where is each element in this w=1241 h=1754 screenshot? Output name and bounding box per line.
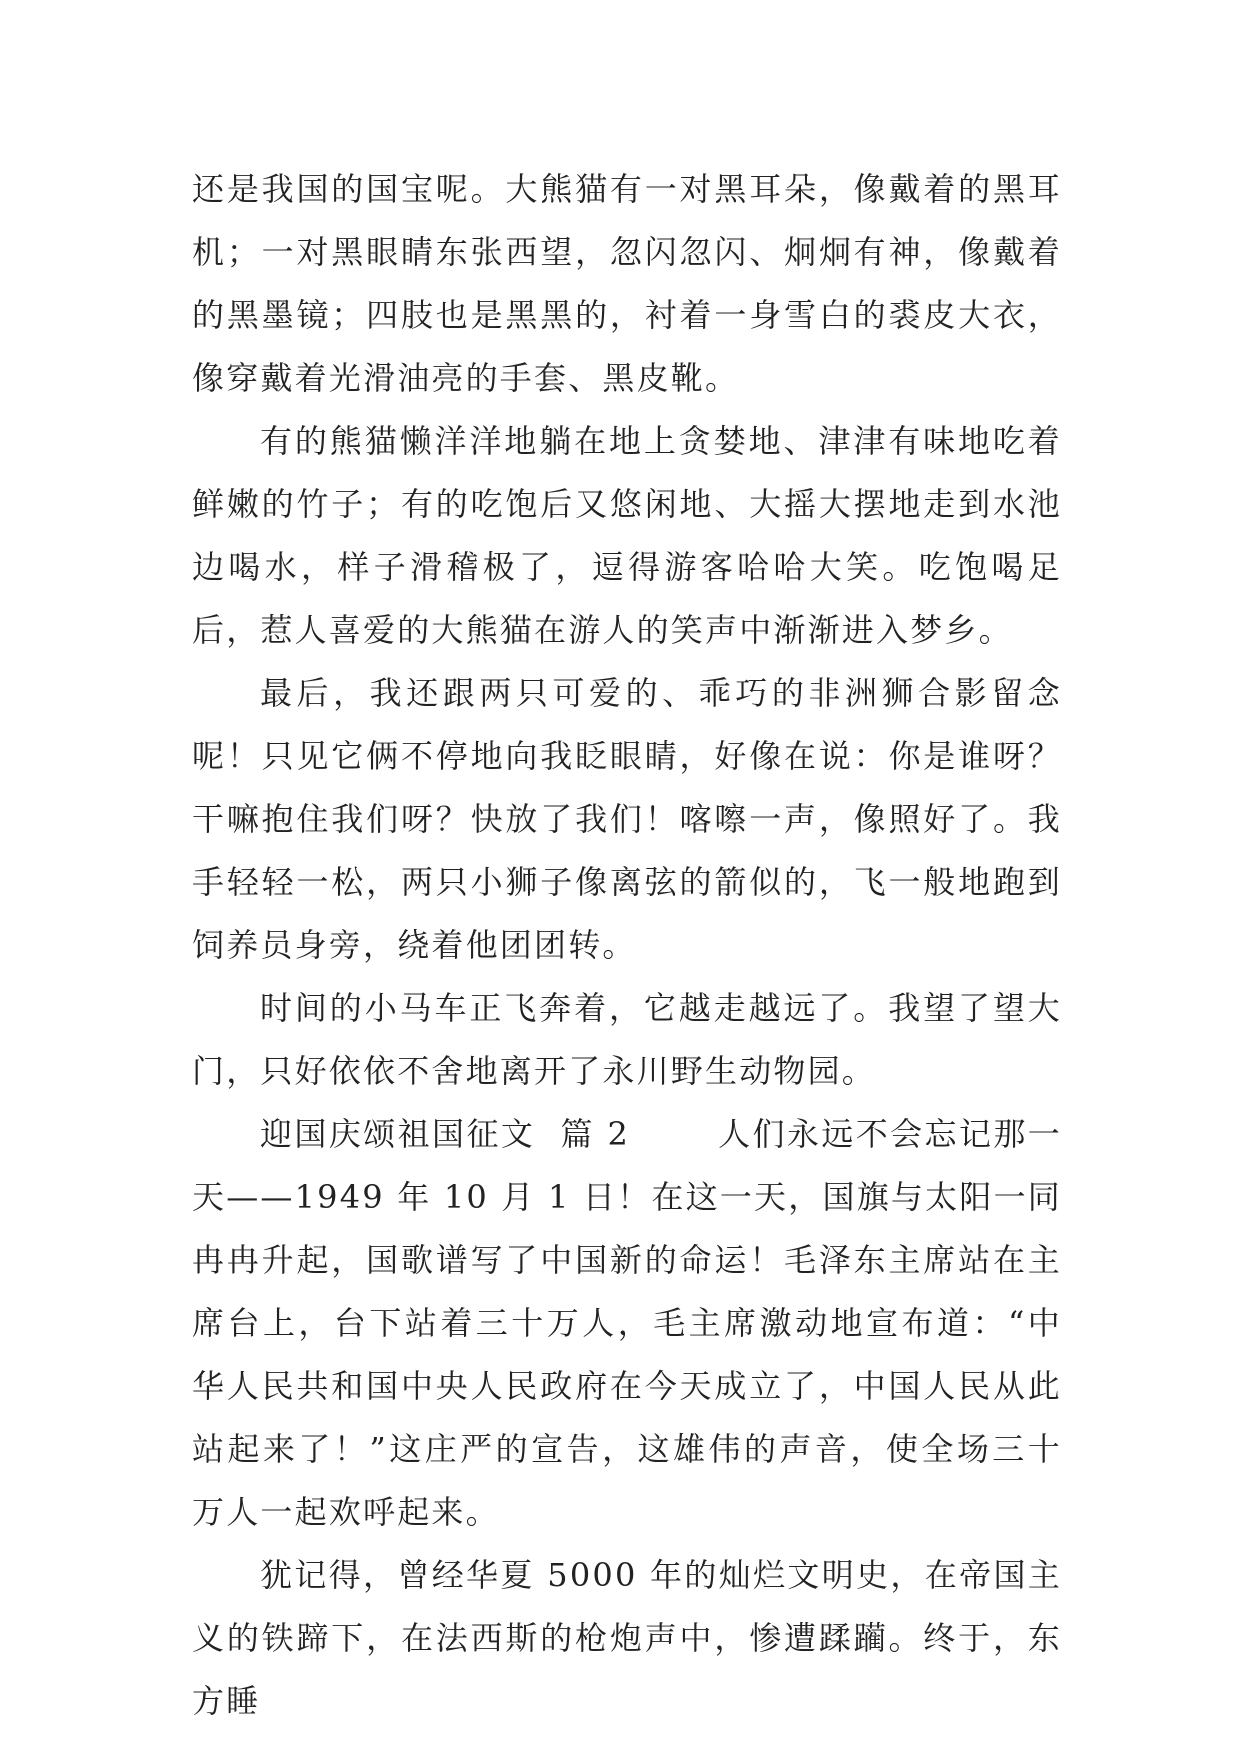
section-heading: 迎国庆颂祖国征文 篇 2 xyxy=(260,1115,630,1153)
paragraph-text: 时间的小马车正飞奔着，它越走越远了。我望了望大门，只好依依不舍地离开了永川野生动物园。 xyxy=(192,989,1062,1090)
paragraph-5 xyxy=(192,1103,1062,1544)
paragraph-3 xyxy=(192,662,1062,977)
paragraph-6 xyxy=(192,1544,1062,1733)
paragraph-text: 还是我国的国宝呢。大熊猫有一对黑耳朵，像戴着的黑耳机；一对黑眼睛东张西望，忽闪忽闪、炯炯有神，像戴着的黑墨镜；四肢也是黑黑的，衬着一身雪白的裘皮大衣，像穿戴着光滑油亮的手套、黑皮靴。 xyxy=(192,170,1062,397)
paragraph-4 xyxy=(192,977,1062,1103)
paragraph-2 xyxy=(192,410,1062,662)
paragraph-text: 有的熊猫懒洋洋地躺在地上贪婪地、津津有味地吃着鲜嫩的竹子；有的吃饱后又悠闲地、大摇大摆地走到水池边喝水，样子滑稽极了，逗得游客哈哈大笑。吃饱喝足后，惹人喜爱的大熊猫在游人的笑声中渐渐进入梦乡。 xyxy=(192,422,1062,649)
paragraph-text: 最后，我还跟两只可爱的、乖巧的非洲狮合影留念呢！只见它俩不停地向我眨眼睛，好像在说：你是谁呀？干嘛抱住我们呀？快放了我们！喀嚓一声，像照好了。我手轻轻一松，两只小狮子像离弦的箭似的，飞一般地跑到饲养员身旁，绕着他团团转。 xyxy=(192,674,1062,964)
heading-gap xyxy=(630,1115,718,1153)
paragraph-text: 人们永远不会忘记那一天——1949 年 10 月 1 日！在这一天，国旗与太阳一同冉冉升起，国歌谱写了中国新的命运！毛泽东主席站在主席台上，台下站着三十万人，毛主席激动地宣布道：“中华人民共和国中央人民政府在今天成立了，中国人民从此站起来了！”这庄严的宣告，这雄伟的声音，使全场三十万人一起欢呼起来。 xyxy=(192,1115,1062,1531)
paragraph-1 xyxy=(192,158,1062,410)
paragraph-text: 犹记得，曾经华夏 5000 年的灿烂文明史，在帝国主义的铁蹄下，在法西斯的枪炮声中，惨遭蹂躏。终于，东方睡 xyxy=(192,1556,1062,1720)
document-body xyxy=(192,158,1062,1733)
